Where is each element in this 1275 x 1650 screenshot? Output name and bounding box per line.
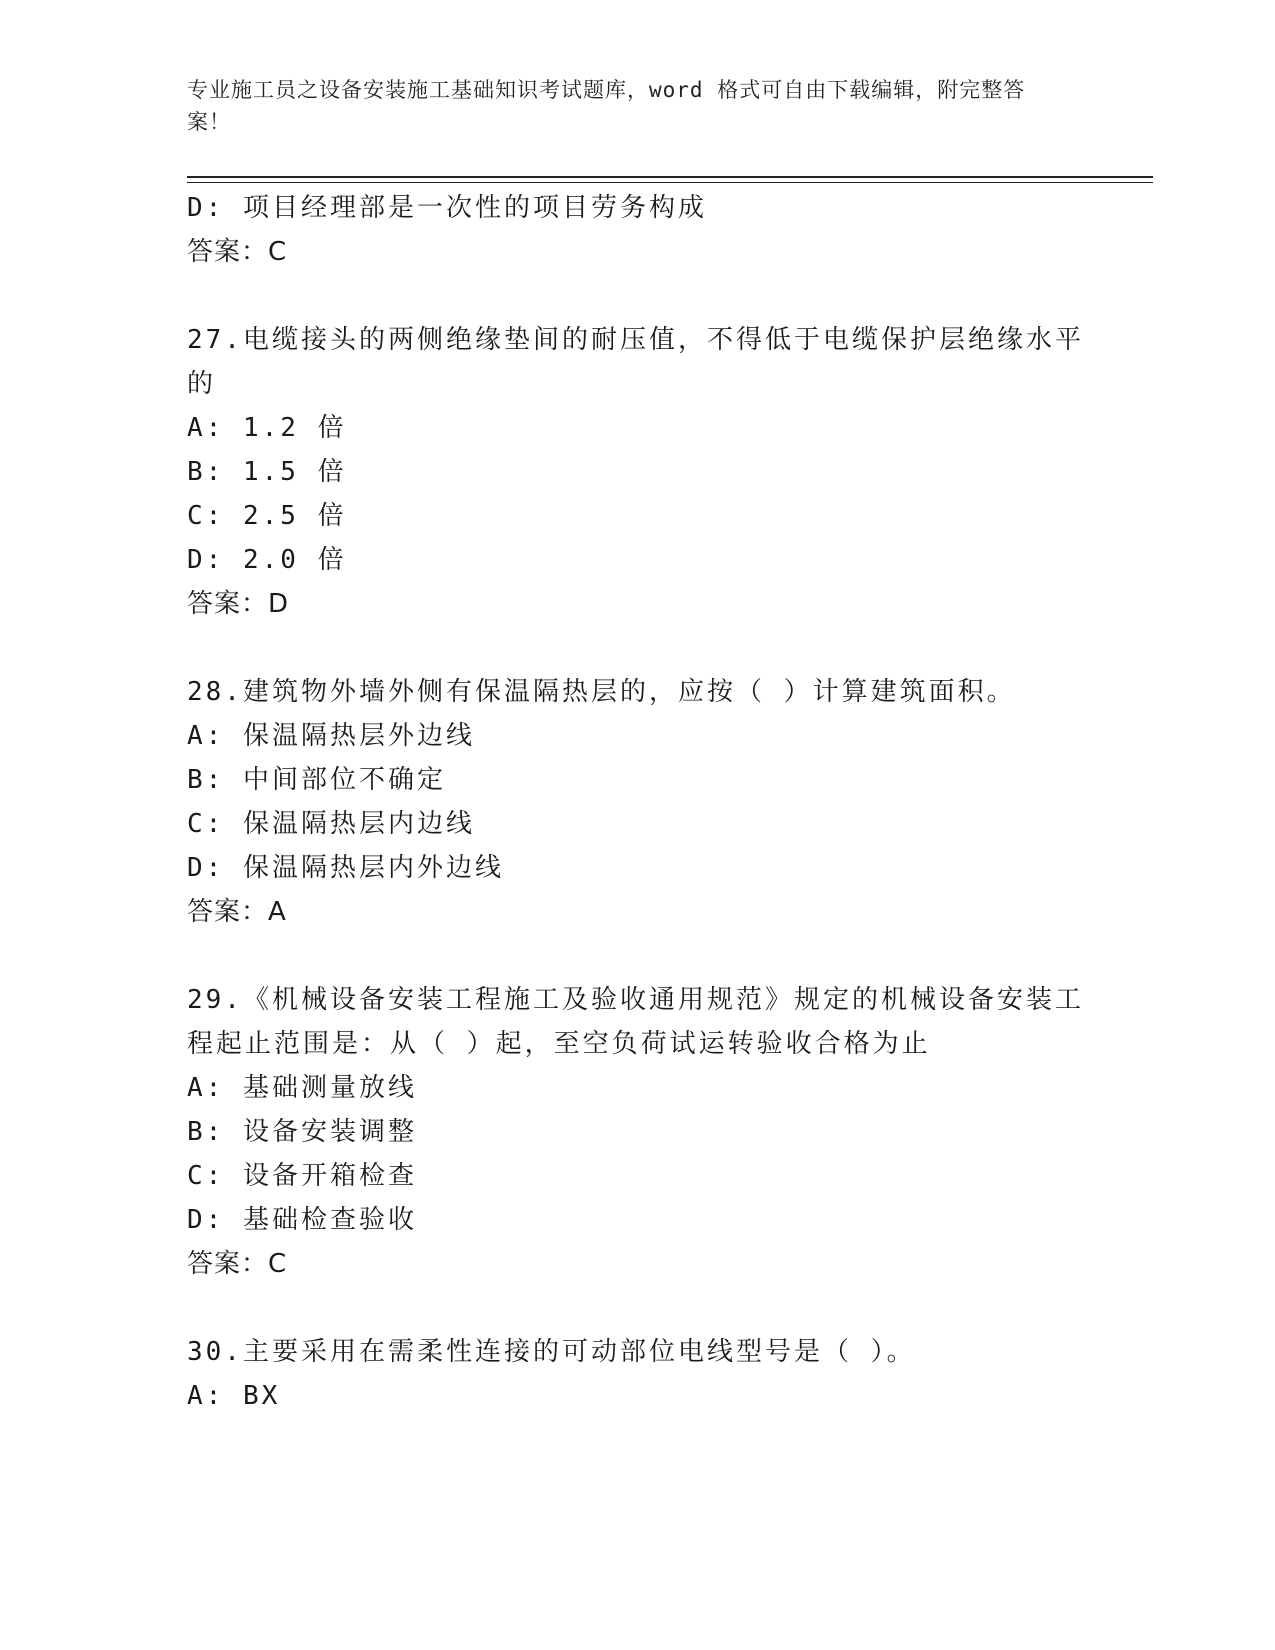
q27-option-b: B: 1.5 倍 — [187, 457, 347, 487]
q29-stem-line2: 程起止范围是：从（ ）起，至空负荷试运转验收合格为止 — [187, 1029, 931, 1059]
q30-stem-line1: 30.主要采用在需柔性连接的可动部位电线型号是（ ）。 — [187, 1337, 916, 1367]
q27-option-d: D: 2.0 倍 — [187, 545, 347, 575]
q29-option-c: C: 设备开箱检查 — [187, 1161, 417, 1191]
q30-option-a: A: BX — [187, 1381, 281, 1411]
q27-option-a: A: 1.2 倍 — [187, 413, 347, 443]
q29-answer: 答案：C — [187, 1249, 288, 1279]
prev-answer: 答案：C — [187, 237, 288, 267]
q28-option-d: D: 保温隔热层内外边线 — [187, 853, 504, 883]
header-divider-thick — [187, 176, 1153, 178]
q27-stem-line2: 的 — [187, 369, 217, 399]
q29-option-d: D: 基础检查验收 — [187, 1205, 417, 1235]
header-divider-thin — [187, 182, 1153, 183]
q28-stem-line1: 28.建筑物外墙外侧有保温隔热层的，应按（ ）计算建筑面积。 — [187, 677, 1016, 707]
q29-stem-line1: 29.《机械设备安装工程施工及验收通用规范》规定的机械设备安装工 — [187, 985, 1084, 1015]
q27-stem-line1: 27.电缆接头的两侧绝缘垫间的耐压值，不得低于电缆保护层绝缘水平 — [187, 325, 1084, 355]
q29-option-b: B: 设备安装调整 — [187, 1117, 417, 1147]
q29-option-a: A: 基础测量放线 — [187, 1073, 417, 1103]
q28-option-b: B: 中间部位不确定 — [187, 765, 446, 795]
prev-option-d: D: 项目经理部是一次性的项目劳务构成 — [187, 193, 707, 223]
q28-option-a: A: 保温隔热层外边线 — [187, 721, 475, 751]
q27-answer: 答案：D — [187, 589, 290, 619]
q28-answer: 答案：A — [187, 897, 287, 927]
q28-option-c: C: 保温隔热层内边线 — [187, 809, 475, 839]
q27-option-c: C: 2.5 倍 — [187, 501, 347, 531]
document-header: 专业施工员之设备安装施工基础知识考试题库，word 格式可自由下载编辑，附完整答案！ — [187, 78, 1026, 134]
